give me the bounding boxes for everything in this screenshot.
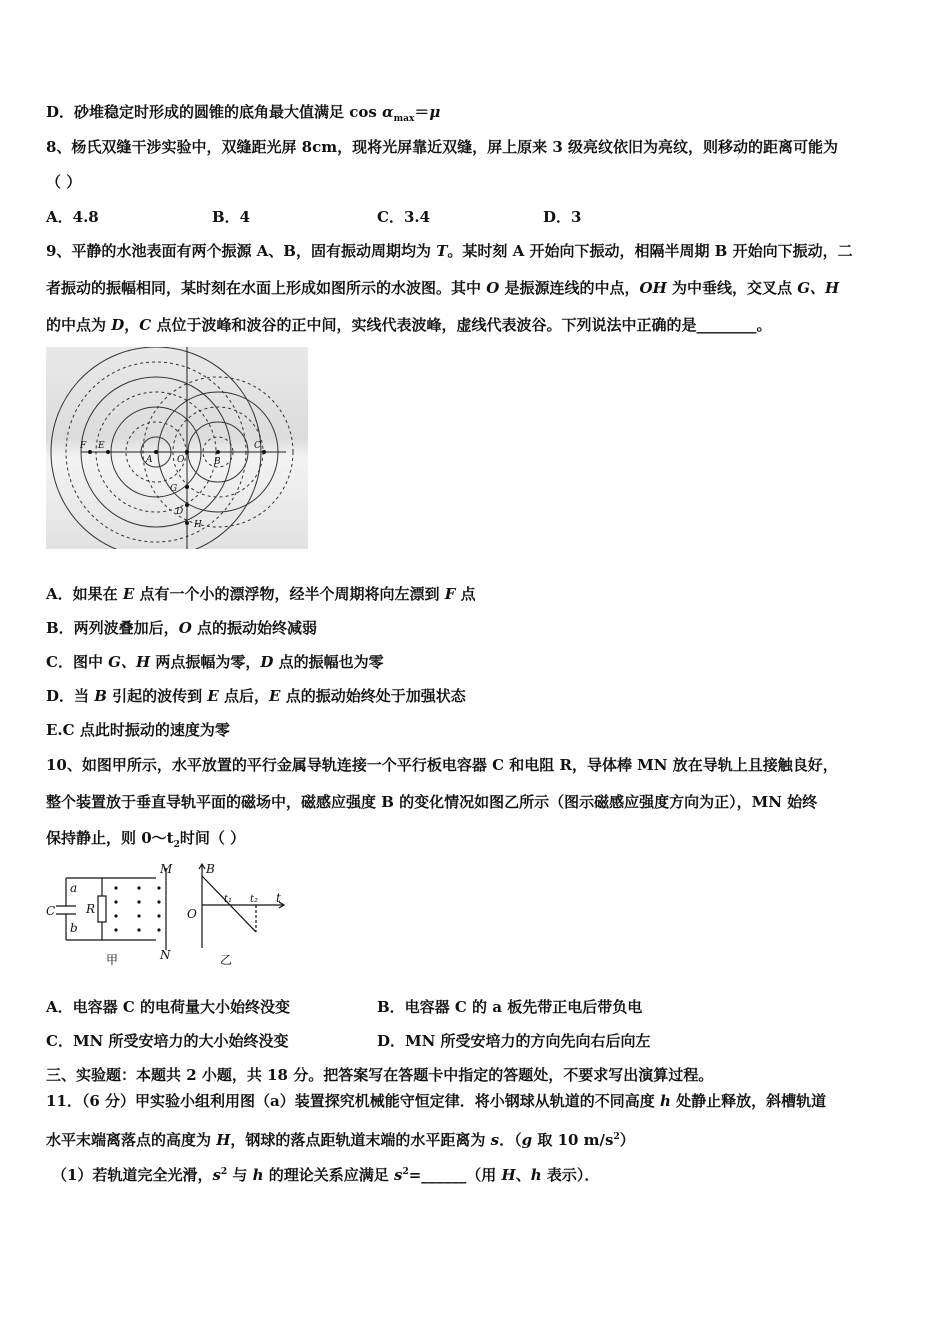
q9-label-f: F xyxy=(80,441,87,451)
q9-label-b: B xyxy=(214,457,221,467)
section-3-heading: 三、实验题：本题共 2 小题，共 18 分。把答案写在答题卡中指定的答题处，不要求写出演算过程。 xyxy=(46,1066,714,1084)
q10-yi-label-t2: t₂ xyxy=(250,894,259,905)
q9-option-d: D．当 B 引起的波传到 E 点后，E 点的振动始终处于加强状态 xyxy=(46,687,466,705)
q8-option-a: A．4.8 xyxy=(46,208,99,226)
q9-label-a: A xyxy=(146,455,153,465)
q10-yi-caption: 乙 xyxy=(220,953,233,967)
q10-figure-jia xyxy=(44,860,186,970)
q10-yi-label-b: B xyxy=(206,862,215,876)
q10-option-a: A．电容器 C 的电荷量大小始终没变 xyxy=(46,998,291,1016)
q9-option-a: A．如果在 E 点有一个小的漂浮物，经半个周期将向左漂到 F 点 xyxy=(46,585,476,603)
q11-stem-line1: 11．（6 分）甲实验小组利用图（a）装置探究机械能守恒定律．将小钢球从轨道的不同高度 h 处静止释放，斜槽轨道 xyxy=(46,1092,827,1110)
q10-option-b: B．电容器 C 的 a 板先带正电后带负电 xyxy=(377,998,643,1016)
q9-label-e: E xyxy=(98,441,105,451)
q10-jia-label-m: M xyxy=(160,862,173,876)
q10-option-d: D．MN 所受安培力的方向先向右后向左 xyxy=(377,1032,651,1050)
q9-stem-line3: 的中点为 D，C 点位于波峰和波谷的正中间，实线代表波峰，虚线代表波谷。下列说法中正确的是________。 xyxy=(46,316,772,334)
q10-jia-caption: 甲 xyxy=(106,953,119,967)
q10-stem-line2: 整个装置放于垂直导轨平面的磁场中，磁感应强度 B 的变化情况如图乙所示（图示磁感应强度方向为正），MN 始终 xyxy=(46,793,818,811)
q9-option-b: B．两列波叠加后，O 点的振动始终减弱 xyxy=(46,619,317,637)
q10-jia-label-r: R xyxy=(86,902,96,916)
q9-option-e: E.C 点此时振动的速度为零 xyxy=(46,721,230,739)
q10-jia-label-c: C xyxy=(46,904,56,918)
q9-wave-figure xyxy=(46,347,308,549)
q9-label-o: O xyxy=(177,455,185,465)
q8-option-d: D．3 xyxy=(543,208,582,226)
q10-yi-label-t1: t₁ xyxy=(224,894,233,905)
q11-stem-line2: 水平末端离落点的高度为 H，钢球的落点距轨道末端的水平距离为 s．（g 取 10 $m/s^2$） xyxy=(46,1131,635,1149)
q10-stem-line1: 10、如图甲所示，水平放置的平行金属导轨连接一个平行板电容器 C 和电阻 R，导体棒 MN 放在导轨上且接触良好， xyxy=(46,756,838,774)
q10-yi-label-o: O xyxy=(187,907,197,921)
q9-stem-line2: 者振动的振幅相同，某时刻在水面上形成如图所示的水波图。其中 O 是振源连线的中点，OH 为中垂线，交叉点 G、H xyxy=(46,279,840,297)
q8-option-c: C．3.4 xyxy=(377,208,431,226)
q8-answer-paren: （ ） xyxy=(46,173,82,191)
q9-label-d: D xyxy=(176,507,184,517)
q9-label-c: C xyxy=(254,441,261,451)
q10-jia-label-a: a xyxy=(70,881,78,895)
q8-option-b: B．4 xyxy=(212,208,251,226)
q9-stem-line1: 9、平静的水池表面有两个振源 A、B，固有振动周期均为 T。某时刻 A 开始向下振动，相隔半周期 B 开始向下振动，二 xyxy=(46,242,853,260)
q8-stem: 8、杨氏双缝干涉实验中，双缝距光屏 8cm，现将光屏靠近双缝，屏上原来 3 级亮纹依旧为亮纹，则移动的距离可能为 xyxy=(46,138,838,156)
q9-label-h: H xyxy=(194,520,202,530)
q10-jia-label-b: b xyxy=(70,921,78,935)
q10-yi-label-t: t xyxy=(276,891,281,905)
q9-option-c: C．图中 G、H 两点振幅为零，D 点的振幅也为零 xyxy=(46,653,384,671)
q11-subquestion-1: （1）若轨道完全光滑，$s^2$ 与 h 的理论关系应满足 $s^2=\_\_\_\_\_\_$（用 H、h 表示）． xyxy=(52,1166,600,1184)
q10-option-c: C．MN 所受安培力的大小始终没变 xyxy=(46,1032,289,1050)
q9-label-g: G xyxy=(170,484,178,494)
q10-stem-line3: 保持静止，则 $0\sim t_2$时间（ ） xyxy=(46,829,246,850)
q7-option-d: D．砂堆稳定时形成的圆锥的底角最大值满足 $\cos \alpha_{max}=\mu$ xyxy=(46,103,441,124)
q10-figure-yi xyxy=(184,860,290,970)
q10-jia-label-n: N xyxy=(160,948,171,962)
